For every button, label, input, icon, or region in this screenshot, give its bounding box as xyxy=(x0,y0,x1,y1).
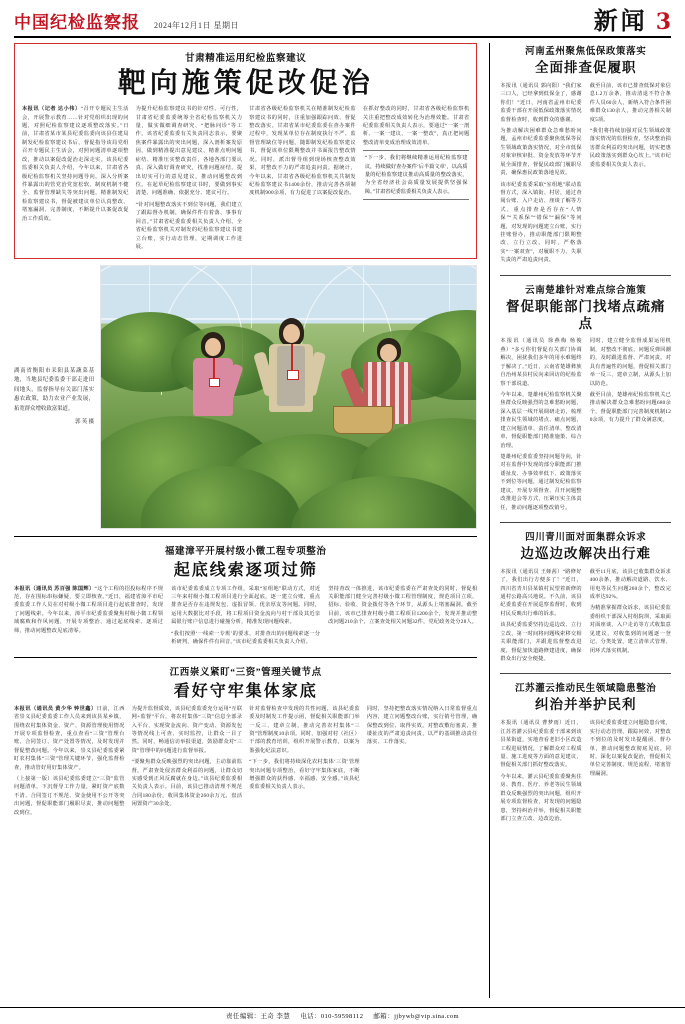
section-divider xyxy=(500,522,671,523)
body-text: 为提升监督质效，该县纪委监委充分运用“互联网+监督”平台，将农村集体“三资”信息全部录入平台，实现资金流向、资产变动、资源发包等情况线上可查、实时监控，让群众一目了然。同时，畅通信访举报渠道，鼓励群众对“三资”管理中的问题进行监督举报。 xyxy=(131,705,243,754)
paragraph xyxy=(14,585,163,636)
body-text: 在抓好整改的同时，甘肃省各级纪检监察机关注重把整改成效转化为治理效能。甘肃省纪委监委相关负责人表示，要通过“一案一剖析、一案一建议、一案一整改”，真正把问题整改清单变成治理成效清单。 xyxy=(362,106,470,146)
lead-kicker: 甘肃精准运用纪检监察建议 xyxy=(185,54,307,64)
henan-column-1 xyxy=(500,82,581,268)
body-text: 本报讯（通讯员 徐燕梅 杨俊燕）“多亏你们督促有关部门协调解决，困扰我们多年的用水难题终于解决了。”近日，云南省楚雄彝族自治州某县村民向来回访的纪检监察干部说道。 xyxy=(500,338,582,387)
jiangxi-headline: 看好守牢集体家底 xyxy=(173,680,318,700)
section-divider xyxy=(500,673,671,674)
page-body xyxy=(14,43,671,998)
body-text: “我们将持续加强对民生领域政策落实情况的监督检查，坚决整治损害群众利益的突出问题，切实把惠民政策落实到群众心坎上。”该市纪委监委相关负责人表示。 xyxy=(589,127,672,168)
lead-story xyxy=(14,43,477,259)
fujian-columns xyxy=(14,585,477,650)
story-henan xyxy=(500,43,671,268)
fujian-kicker: 福建漳平开展村级小微工程专项整治 xyxy=(164,547,327,558)
body-text: 同时，坚持把整改落实情况纳入日常监督重点内容，建立问题整改台账，实行销号管理，确保整改到位、取得实效。对整改敷衍塞责、推诿扯皮的严肃追责问责，以严的基调推动责任落实、工作落实。 xyxy=(366,705,478,746)
body-text: “我们按照‘一线索一专班’的要求，对排查出的问题线索逐一分析研判，确保件件有回音。”该市纪委监委相关负责人介绍。 xyxy=(171,630,321,646)
story-sichuan xyxy=(500,529,671,667)
body-text: 本报讯（通讯员 曹梦雨）近日，江苏省灌云县纪委监委干部来到该县某街道，实地查看老旧小区改造工程进展情况，了解群众对工程质量、施工进度等方面的意见建议，督促相关部门抓好整改落实。 xyxy=(500,720,582,769)
fujian-column-1 xyxy=(14,585,163,650)
masthead xyxy=(14,0,671,38)
yunnan-columns xyxy=(500,337,671,514)
body-text: 该县纪委监委建立问题隐患台账，实行动态管理、跟踪问效，对整改不到位的及时发出提醒函、督办单，推动问题整改彻底见底。同时，深化以案促改促治，督促相关单位完善制度、规范流程，堵塞管理漏洞。 xyxy=(589,720,672,777)
jiangsu-columns xyxy=(500,719,671,826)
pull-quote: “下一步，我们将继续精准运用纪检监察建议，持续做好查办案件‘后半篇文章’，以高质量的纪检监察建议推动高质量的整改落实，为全省经济社会高质量发展提供坚强保障。”甘肃省纪委监委相关负责人表示。 xyxy=(363,150,470,200)
story-jiangxi xyxy=(14,664,477,821)
jiangsu-column-1 xyxy=(500,719,581,826)
jiangxi-column-1 xyxy=(14,705,125,820)
greenhouse-photo xyxy=(100,265,477,529)
footer-phone: 电话：010-59598112 xyxy=(300,1013,364,1020)
body-text: 针对监督检查中发现的共性问题，该县纪委监委及时制发工作提示函，督促相关职能部门举一反三、建章立制，推动完善农村集体“三资”管理制度10余项。同时，加强对村（社区）干部的教育培训，组织开展警示教育，以案为鉴强化纪法意识。 xyxy=(249,705,360,754)
body-text: 本报讯（通讯员 郭向阳）“我们家三口人，已经拿到低保金了，感谢你们！”近日，河南省孟州市纪委监委干部在开展低保政策落实情况监督检查时，收到群众的感谢。 xyxy=(500,82,582,123)
paragraph xyxy=(328,585,477,627)
lead-column-1 xyxy=(22,105,129,254)
lead-column-3 xyxy=(249,105,356,254)
yunnan-column-1 xyxy=(500,337,581,514)
paper-logo: 中国纪检监察报 xyxy=(14,13,140,33)
body-text: 截至11月底，该县已收集群众诉求400余条，推动解决道路、饮水、用电等民生问题260余个，整改完成率达92%。 xyxy=(589,568,672,601)
lead-column-4 xyxy=(363,105,470,254)
henan-headline: 全面排查促履职 xyxy=(534,60,637,76)
body-text: 同时，建立健全监督成果运用机制，对整改不彻底、问题反弹回潮的，及时跟进监督、严肃问责。对具有普遍性的问题，督促相关部门举一反三、建章立制，从源头上加以防范。 xyxy=(589,338,672,387)
yunnan-kicker: 云南楚雄针对难点综合施策 xyxy=(525,285,647,296)
body-text: 该市纪委监委采取“室组地”联动监督方式，深入镇街、村居，通过查阅台账、入户走访、座谈了解等方式，重点排查是否存在“人情保”“关系保”“错保”“漏保”等问题，对发现的问题建立台账，实行挂账督办，推动职能部门限期整改、立行立改。同时，严格落实“一案双查”，对履职不力、失职失责的严肃追责问责。 xyxy=(500,181,582,264)
paragraph xyxy=(249,705,360,792)
photo-caption-block xyxy=(14,265,100,529)
jiangxi-columns xyxy=(14,705,477,820)
jiangsu-headline: 纠治并举护民利 xyxy=(534,697,637,714)
dateline: 本报讯（记者 达小伟） xyxy=(22,106,81,113)
body-text: （上接第一版）该县纪委监委建立“三资”监管问题清单，下沉督导工作力量，紧盯资产底数不清、合同签订不规范、资金使用不公开等突出问题，督促职能部门履职尽责，推动问题整改到位。 xyxy=(14,776,125,816)
dateline: 本报讯（通讯员 黄少华 钟世鑫） xyxy=(14,705,97,712)
henan-column-2 xyxy=(590,82,671,268)
yunnan-column-2 xyxy=(590,337,671,514)
body-text: “这个工程的招投标程序不规范，存在围标串标嫌疑，要立即核查。”近日，福建省漳平市纪委监委工作人员在对村级小微工程项目进行起底排查时，发现了问题线索。今年以来，漳平市纪委监委聚焦村级小微工程领域腐败和作风问题，开展专项整治，通过起底线索、逐项过筛，推动问题整改见底清零。 xyxy=(14,585,164,634)
body-text: “针对问题整改落实不到位等问题，我们建立了跟踪督办机制，确保件件有着落、事事有回音。”甘肃省纪委监委相关负责人介绍，全省纪检监察机关对制发的纪检监察建议书建立台账，实行动态管理，定期调度工作进展。 xyxy=(135,201,243,250)
issue-date: 2024年12月1日 星期日 xyxy=(154,21,239,30)
sichuan-headline: 边巡边改解决出行难 xyxy=(520,545,651,562)
paragraph xyxy=(136,105,243,251)
body-text: 为精准掌握群众诉求，该县纪委监委组织干部深入村组院坝，采取面对面座谈、入户走访等方式收集意见建议，对收集到的问题逐一登记、分类处置，建立清单式管理、闭环式落实机制。 xyxy=(589,605,672,654)
paragraph xyxy=(14,705,125,817)
jiangsu-kicker: 江苏灌云推动民生领域隐患整治 xyxy=(515,684,657,695)
jiangsu-column-2 xyxy=(590,719,671,826)
sichuan-kicker: 四川青川面对面集群众诉求 xyxy=(525,532,647,543)
jiangxi-column-3 xyxy=(249,705,360,820)
paragraph xyxy=(363,105,470,147)
story-fujian xyxy=(14,543,477,649)
story-jiangsu xyxy=(500,680,671,826)
sichuan-column-2 xyxy=(590,568,671,667)
paragraph xyxy=(367,705,478,747)
story-yunnan xyxy=(500,282,671,515)
left-column xyxy=(14,43,477,998)
body-text: 截至目前，楚雄州纪检监察机关已推动解决群众急难愁盼问题680余个，督促职能部门完善制度机制120余项，有力提升了群众满意度。 xyxy=(589,392,672,424)
sichuan-columns xyxy=(500,568,671,667)
photo-caption-text: 湖南省衡阳市耒阳县某蔬菜基地，当地县纪委监委干部走进田间地头，监督指导有关部门落实惠农政策，助力农业产业发展，拓宽群众增收致富渠道。 xyxy=(14,368,94,412)
photo-story xyxy=(14,265,477,529)
jiangxi-column-4 xyxy=(367,705,478,820)
body-text: 甘肃省各级纪检监察机关在精准制发纪检监察建议书的同时，注重加强跟踪问效、督促整改落实。甘肃省某市纪委监委在查办案件过程中，发现某单位存在制度执行不严、监督管理缺位等问题，随即制发纪检监察建议书，督促该单位限期整改并书面报告整改情况。同时，派出督导组到现场核查整改效果，对整改不力的严肃追责问责。据统计，今年以来，甘肃省各级纪检监察机关共制发纪检监察建议书1400余份，推动完善各项制度机制900余项，有力促进了以案促改促治。 xyxy=(249,106,356,197)
lead-column-2 xyxy=(136,105,243,254)
fujian-column-2 xyxy=(171,585,320,650)
henan-kicker: 河南孟州聚焦低保政策落实 xyxy=(525,47,647,57)
body-text: 今年以来，楚雄州纪检监察机关聚焦群众反映强烈的急难愁盼问题，深入基层一线开展调研走访，梳理排查民生领域的堵点、痛点问题，建立问题清单、责任清单、整改清单，督促职能部门精准施策、综合治理。 xyxy=(500,392,582,449)
footer-email: 邮箱：jjbywb@vip.sina.com xyxy=(373,1013,459,1020)
body-text: 为提升纪检监察建议书的针对性、可行性，甘肃省纪委监委统筹全省纪检监察机关力量，做实做细调查研究、“把脉问诊”等工作。该省纪委监委有关负责同志表示，要聚焦案件暴露出的突出问题，深入剖析案发原因，做到精准提出意见建议、精准点明问题症结、精准压实整改责任，各地各部门要认真、深入做好调查研究，找准问题症结，提出切实可行的意见建议，推动问题整改到位。在起草纪检监察建议书时，要做到事实清楚、问题准确、依据充分、建议可行。 xyxy=(135,106,243,197)
paragraph xyxy=(132,705,243,809)
paragraph xyxy=(171,585,320,647)
body-text: “召开专题民主生活会，开展警示教育……针对党组织出现的问题，对照纪检监察建议逐项整改落实。”日前，甘肃省某市某县纪委监委向该县住建局制发纪检监察建议书后，督促指导该局党组召开专题民主生活会，对照问题清单逐项整改，推动以案促改促治走深走实。该县纪委监委相关负责人介绍，今年以来，甘肃省各级纪检监察机关坚持问题导向，深入分析案件暴露出的管党治党宽松软、制度机制不健全、监督管理缺失等突出问题，精准制发纪检监察建议书，督促被建议单位认真整改、堵塞漏洞、完善制度，不断提升以案促改促治工作质效。 xyxy=(22,106,129,222)
henan-columns xyxy=(500,82,671,268)
lead-columns xyxy=(22,105,469,254)
fujian-column-3 xyxy=(328,585,477,650)
body-text: 截至目前，该市已排查低保对象信息1.2万余条，推动清退不符合条件人员60余人，新纳入符合条件困难群众130余人，推动完善相关制度5项。 xyxy=(589,82,672,123)
page-footer xyxy=(0,1007,685,1024)
section-title: 新闻 xyxy=(593,6,648,35)
sichuan-column-1 xyxy=(500,568,581,667)
dateline: 本报讯（通讯员 苏百强 陈国辉） xyxy=(14,585,95,592)
body-text: “要聚焦群众反映强烈的突出问题，主动靠前监督，严肃查处侵害群众利益的问题，让群众切实感受到正风反腐就在身边。”该县纪委监委相关负责人表示。目前，该县已推动清理不规范合同180余份，收回集体资金260余万元，盘活闲置资产30余处。 xyxy=(131,759,243,808)
page-number: 3 xyxy=(655,9,671,35)
body-text: 该县纪委监委坚持边巡边改、立行立改，第一时间将问题线索移交相关职能部门，并跟进监督整改进度，督促加快道路修建进度，确保群众出行安全便捷。 xyxy=(500,622,582,663)
paragraph xyxy=(22,105,129,223)
body-text: 该市纪委监委成立专项工作组，采取“室组地”联动方式，对近三年来村级小微工程项目进行全面起底，逐一建立台账，重点排查是否存在违规发包、虚报冒领、优亲厚友等问题。同时，运用大数据比对手段，将工程项目资金流向与村干部及其近亲属银行账户信息进行碰撞分析，精准发现问题线索。 xyxy=(171,585,321,626)
body-text: “下一步，我们将持续深化农村集体‘三资’管理突出问题专项整治，看好守牢集体家底，不断增强群众的获得感、幸福感、安全感。”该县纪委监委相关负责人表示。 xyxy=(249,759,360,791)
yunnan-headline: 督促职能部门找堵点疏痛点 xyxy=(505,298,666,332)
jiangxi-kicker: 江西崇义紧盯“三资”管理关键节点 xyxy=(169,667,322,678)
right-column xyxy=(489,43,671,998)
body-text: 日前，江西省崇义县纪委监委工作人员来到该县某乡镇，围绕农村集体资金、资产、资源管理使用情况开展专项监督检查，重点查看“三资”管理台账、合同签订、资产处置等情况，及时发现并督促整改问题。今年以来，崇义县纪委监委紧盯农村集体“三资”管理关键环节，强化监督检查，推动管好用好集体资产。 xyxy=(14,705,125,771)
body-text: 本报讯（通讯员 王娅茜）“路修好了，我们出行方便多了！”近日，四川省青川县某镇村民望着新修的通村公路高兴地说。不久前，该县纪委监委在开展巡察监督时，收到村民反映出行难的诉求。 xyxy=(500,568,582,617)
section-divider xyxy=(500,275,671,276)
paragraph xyxy=(249,105,356,198)
body-text: 坚持查改一体推进，该市纪委监委在严肃查处的同时，督促相关职能部门健全完善村级小微工程管理制度，规范项目立项、招标、验收、资金拨付等各个环节，从源头上堵塞漏洞。截至目前，该市已排查村级小微工程项目1200余个，发现并推动整改问题210余个，立案查处相关问题32件，党纪政务处分28人。 xyxy=(328,585,478,626)
fujian-headline: 起底线索逐项过筛 xyxy=(173,560,318,580)
lead-headline: 靶向施策促改促治 xyxy=(117,66,374,99)
footer-editor: 责任编辑：王奇 李慧 xyxy=(226,1013,291,1020)
body-text: 今年以来，灌云县纪委监委聚焦住房、教育、医疗、养老等民生领域群众反映强烈的突出问题，组织开展专项监督检查，对发现的问题隐患，坚持纠治并举，督促相关职能部门立查立改、边改边治。 xyxy=(500,773,582,822)
section-divider xyxy=(14,536,477,537)
body-text: 楚雄州纪委监委坚持问题导向，针对在监督中发现的部分职能部门推诿扯皮、办事效率低下、政策落实不到位等问题，通过制发纪检监察建议、开展专项督查、召开问题整改推进会等方式，压紧压实主体责任，推动问题逐项整改销号。 xyxy=(500,453,582,511)
body-text: 为推动解决困难群众急难愁盼问题，孟州市纪委监委聚焦低保等民生领域政策落实情况，对全市低保对象审核审批、资金发放等环节开展全面排查，督促民政部门履职尽责，确保惠民政策落地见效。 xyxy=(500,127,582,177)
jiangxi-column-2 xyxy=(132,705,243,820)
photo-credit: 郭 英 摄 xyxy=(75,419,94,426)
section-divider xyxy=(14,657,477,658)
